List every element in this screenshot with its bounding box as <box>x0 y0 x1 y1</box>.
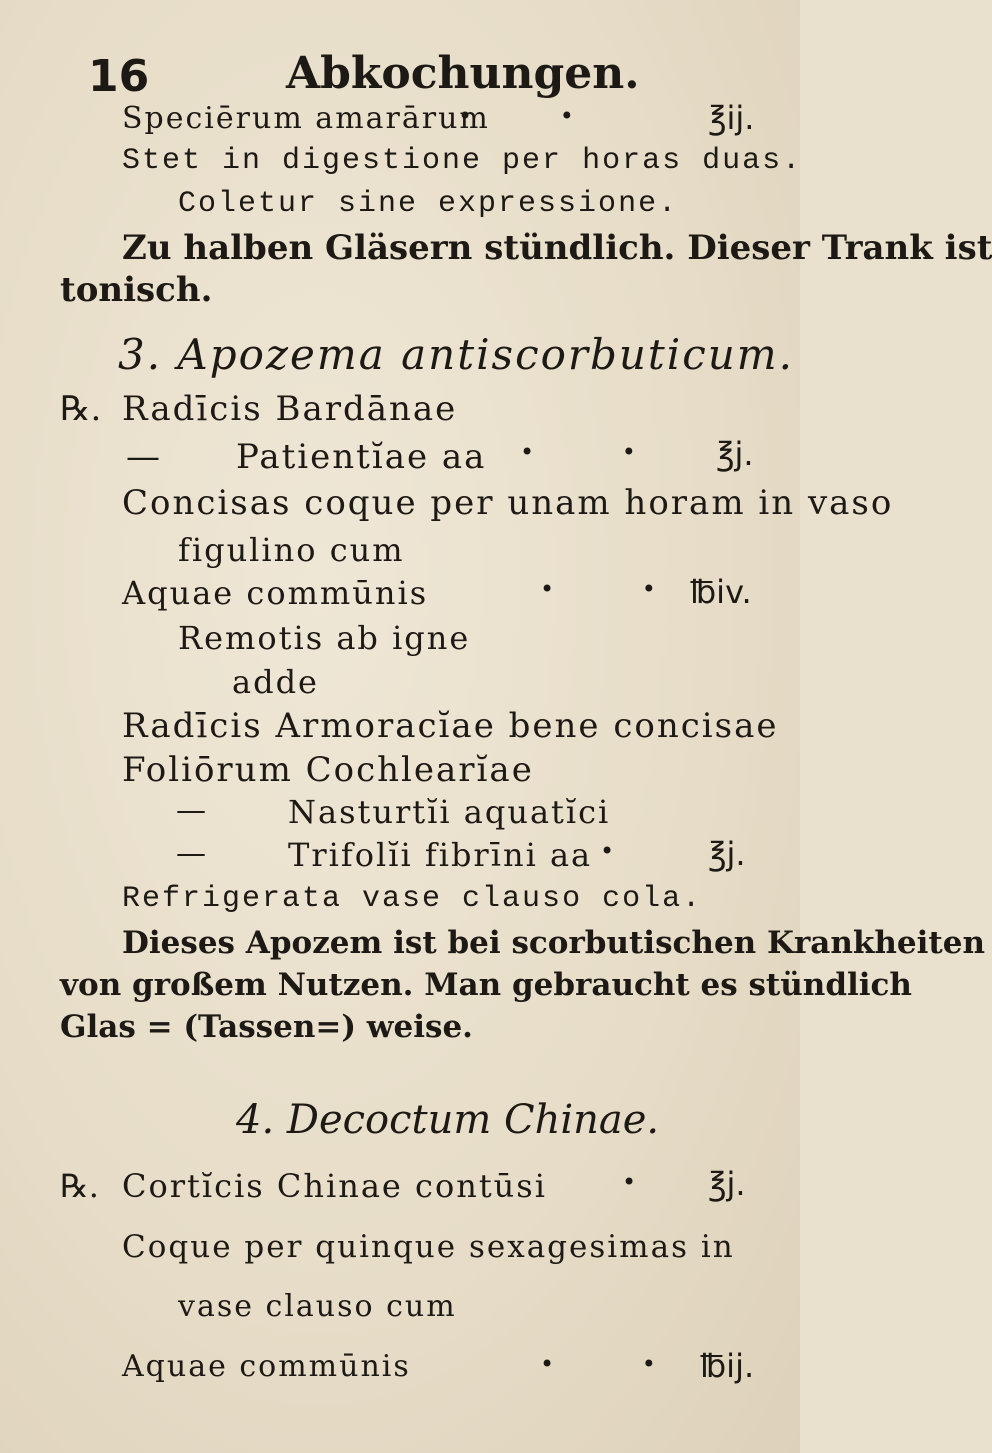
quantity: ℥ij. <box>708 99 755 137</box>
page-number: 16 <box>88 51 150 102</box>
ingredient-line: Nasturtĭi aquatĭci <box>288 793 611 831</box>
ingredient-line: Radīcis Armoracĭae bene concisae <box>122 706 779 746</box>
running-head: Abkochungen. <box>286 48 640 99</box>
leader-dots: • • <box>540 575 696 603</box>
recipe-line: Coletur sine expressione. <box>178 187 679 221</box>
recipe-symbol: ℞. <box>60 1167 99 1205</box>
quantity: ℥j. <box>708 835 746 873</box>
recipe-symbol: ℞. <box>60 389 102 429</box>
leader-dots: • • <box>458 102 614 130</box>
ingredient-line: Aquae commūnis <box>122 574 429 612</box>
recipe-line: Concisas coque per unam horam in vaso <box>122 483 894 523</box>
ingredient-line: Trifolĭi fibrīni aa <box>288 836 593 874</box>
ingredient-line: Aquae commūnis <box>122 1349 411 1384</box>
ditto-dash: — <box>176 793 206 828</box>
german-text: Zu halben Gläsern stündlich. Dieser Trank ist <box>122 228 992 268</box>
leader-dots: • • <box>520 438 676 466</box>
recipe-line: vase clauso cum <box>178 1289 457 1324</box>
ingredient-line: Cortĭcis Chinae contūsi <box>122 1167 547 1205</box>
quantity: ℔ij. <box>700 1347 755 1385</box>
leader-dots: • • <box>540 1350 696 1378</box>
ingredient-line: Foliōrum Cochlearĭae <box>122 750 534 790</box>
german-text: von großem Nutzen. Man gebraucht es stündlich <box>60 967 912 1003</box>
recipe-line: figulino cum <box>178 531 405 569</box>
leader-dots: • <box>622 1168 637 1196</box>
german-text: Dieses Apozem ist bei scorbutischen Krankheiten <box>122 925 986 961</box>
recipe-line: Remotis ab igne <box>178 619 471 657</box>
quantity: ℥j. <box>716 435 754 473</box>
ditto-dash: — <box>176 836 206 871</box>
section-heading: 4. Decoctum Chinae. <box>236 1097 660 1143</box>
german-text: tonisch. <box>60 270 213 310</box>
recipe-line: Stet in digestione per horas duas. <box>122 144 803 178</box>
recipe-line: Refrigerata vase clauso cola. <box>122 882 703 916</box>
quantity: ℔iv. <box>690 573 752 611</box>
ditto-dash: — <box>126 437 160 477</box>
recipe-line: adde <box>232 663 319 701</box>
recipe-line: Speciērum amarārum <box>122 101 490 136</box>
ingredient-line: Radīcis Bardānae <box>122 389 458 429</box>
quantity: ℥j. <box>708 1165 746 1203</box>
ingredient-line: Patientĭae aa <box>236 437 487 477</box>
leader-dots: • <box>600 837 615 865</box>
german-text: Glas = (Tassen=) weise. <box>60 1009 473 1045</box>
section-heading: 3. Apozema antiscorbuticum. <box>118 330 794 379</box>
recipe-line: Coque per quinque sexagesimas in <box>122 1229 735 1265</box>
